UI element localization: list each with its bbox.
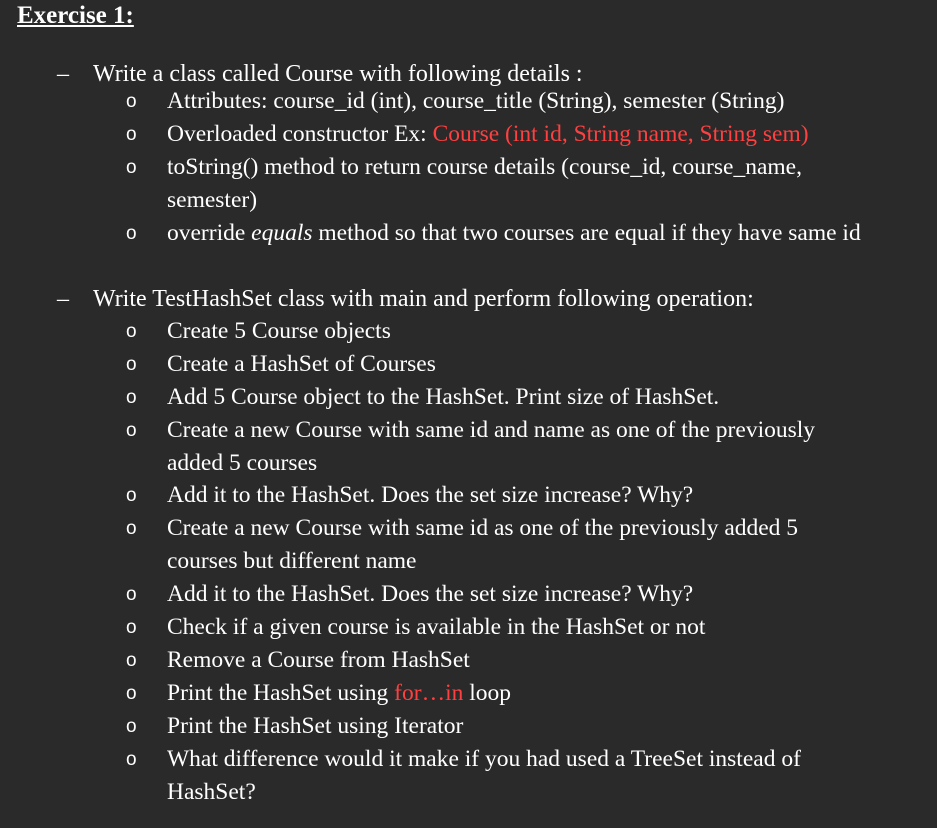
bullet-icon: o bbox=[126, 223, 137, 244]
list-item-text: Create a new Course with same id and name as one of the previously added 5 courses bbox=[167, 417, 816, 476]
list-item-text: Create a HashSet of Courses bbox=[167, 351, 436, 377]
list-item bbox=[126, 479, 926, 512]
list-item-text: Remove a Course from HashSet bbox=[167, 647, 470, 673]
bullet-icon: o bbox=[126, 617, 137, 638]
section-2-heading: Write TestHashSet class with main and perform following operation: bbox=[93, 286, 754, 312]
bullet-icon: o bbox=[126, 518, 137, 539]
list-item-text: Add 5 Course object to the HashSet. Print size of HashSet. bbox=[167, 384, 720, 410]
bullet-icon: o bbox=[126, 321, 137, 342]
bullet-icon: o bbox=[126, 157, 137, 178]
section-2-dash: – bbox=[57, 286, 69, 312]
list-item-suffix: loop bbox=[463, 680, 512, 706]
list-item bbox=[126, 512, 926, 578]
for-in-keyword: for…in bbox=[394, 680, 464, 706]
list-item bbox=[126, 743, 926, 809]
list-item-text bbox=[167, 677, 926, 710]
list-item-text: Create a new Course with same id as one of the previously added 5 courses but different name bbox=[167, 515, 799, 574]
list-item-prefix: Print the HashSet using bbox=[167, 680, 395, 706]
bullet-icon: o bbox=[126, 91, 137, 112]
list-item-prefix: override bbox=[167, 220, 252, 246]
list-item bbox=[126, 414, 926, 480]
list-item bbox=[126, 578, 926, 611]
list-item-text: Attributes: course_id (int), course_title (String), semester (String) bbox=[167, 88, 785, 114]
exercise-title: Exercise 1: bbox=[17, 2, 134, 29]
list-item bbox=[126, 315, 926, 348]
list-item-text: Check if a given course is available in the HashSet or not bbox=[167, 614, 706, 640]
list-item-text: What difference would it make if you had used a TreeSet instead of HashSet? bbox=[167, 746, 801, 805]
list-item bbox=[126, 710, 926, 743]
list-item bbox=[126, 118, 926, 151]
section-1-heading: Write a class called Course with following details : bbox=[93, 61, 583, 87]
list-item-text bbox=[167, 217, 926, 250]
bullet-icon: o bbox=[126, 485, 137, 506]
list-item bbox=[126, 85, 926, 118]
section-1-dash: – bbox=[57, 61, 69, 87]
list-item bbox=[126, 151, 926, 217]
bullet-icon: o bbox=[126, 683, 137, 704]
list-item bbox=[126, 611, 926, 644]
bullet-icon: o bbox=[126, 749, 137, 770]
list-item-text bbox=[167, 118, 926, 151]
list-item-text: Create 5 Course objects bbox=[167, 318, 391, 344]
bullet-icon: o bbox=[126, 650, 137, 671]
equals-emphasis: equals bbox=[251, 220, 313, 246]
bullet-icon: o bbox=[126, 716, 137, 737]
list-item bbox=[126, 348, 926, 381]
list-item-suffix: method so that two courses are equal if they have same id bbox=[312, 220, 861, 246]
bullet-icon: o bbox=[126, 387, 137, 408]
list-item-prefix: Overloaded constructor Ex: bbox=[167, 121, 433, 147]
bullet-icon: o bbox=[126, 354, 137, 375]
constructor-signature: Course (int id, String name, String sem) bbox=[432, 121, 809, 147]
list-item-text: Add it to the HashSet. Does the set size increase? Why? bbox=[167, 581, 694, 607]
bullet-icon: o bbox=[126, 420, 137, 441]
list-item-text: Add it to the HashSet. Does the set size increase? Why? bbox=[167, 482, 694, 508]
list-item-text: toString() method to return course details (course_id, course_name, semester) bbox=[167, 154, 802, 213]
list-item bbox=[126, 381, 926, 414]
bullet-icon: o bbox=[126, 584, 137, 605]
list-item bbox=[126, 677, 926, 710]
list-item-text: Print the HashSet using Iterator bbox=[167, 713, 464, 739]
list-item bbox=[126, 644, 926, 677]
bullet-icon: o bbox=[126, 124, 137, 145]
list-item bbox=[126, 217, 926, 250]
